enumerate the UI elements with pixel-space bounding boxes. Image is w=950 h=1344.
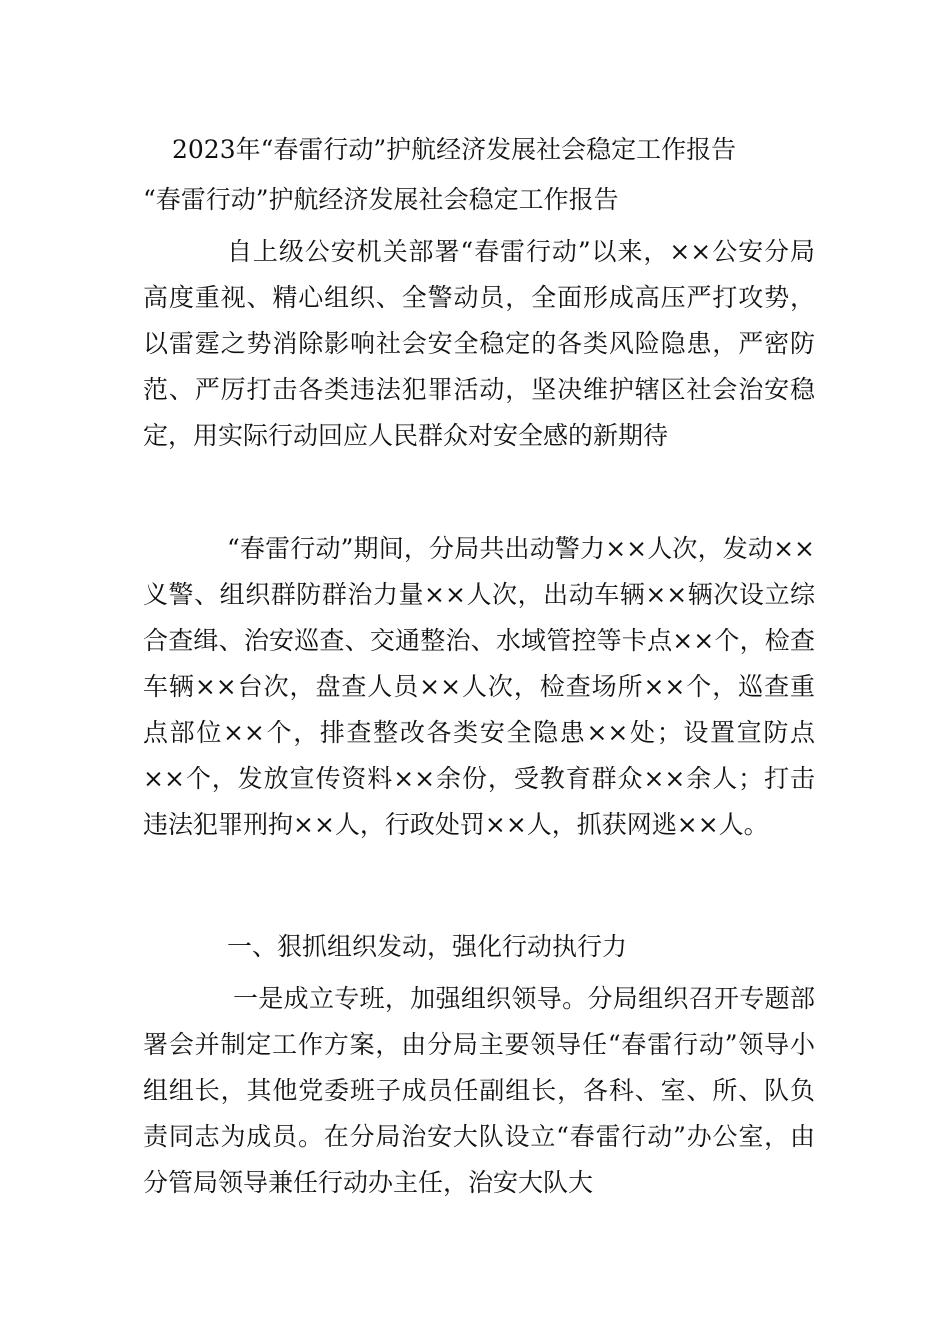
statistics-paragraph: “春雷行动”期间，分局共出动警力××人次，发动××义警、组织群防群治力量××人次，出动车辆××辆次设立综合查缉、治安巡查、交通整治、水域管控等卡点××个，检查车辆××台次，盘查人员××人次，检查场所××个，巡查重点部位××个，排查整改各类安全隐患××处；设置宣防点××个，发放宣传资料××余份，受教育群众××余人；打击违法犯罪刑拘××人，行政处罚××人，抓获网逃××人。 <box>143 534 815 839</box>
document-subtitle: “春雷行动”护航经济发展社会稳定工作报告 <box>143 185 619 214</box>
section-paragraph: 一是成立专班，加强组织领导。分局组织召开专题部署会并制定工作方案，由分局主要领导任“春雷行动”领导小组组长，其他党委班子成员任副组长，各科、室、所、队负责同志为成员。在分局治安大队设立“春雷行动”办公室，由分管局领导兼任行动办主任，治安大队大 <box>143 984 815 1197</box>
document-title: 2023年“春雷行动”护航经济发展社会稳定工作报告 <box>172 135 737 164</box>
intro-paragraph: 自上级公安机关部署“春雷行动”以来，××公安分局高度重视、精心组织、全警动员，全面形成高压严打攻势，以雷霆之势消除影响社会安全稳定的各类风险隐患，严密防范、严厉打击各类违法犯罪活动，坚决维护辖区社会治安稳定，用实际行动回应人民群众对安全感的新期待 <box>143 237 815 450</box>
section-heading: 一、狠抓组织发动，强化行动执行力 <box>227 932 628 961</box>
